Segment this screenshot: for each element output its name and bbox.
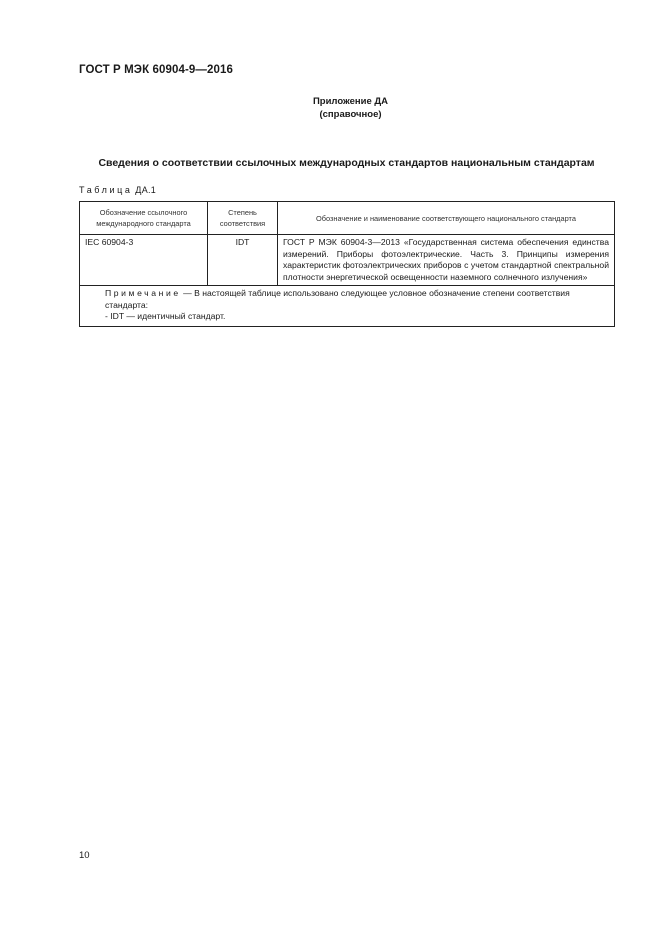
- appendix-heading: [0, 95, 661, 121]
- column-header-international: Обозначение ссылочного международного стандарта: [80, 202, 208, 235]
- note-text: — В настоящей таблице использовано следующее условное обозначение степени соответствия стандарта:: [105, 288, 570, 310]
- table-row: [80, 235, 615, 286]
- standards-table: [79, 201, 615, 327]
- cell-national-standard: ГОСТ Р МЭК 60904-3—2013 «Государственная система обеспечения единства измерений. Приборы фотоэлектрические. Часть 3. Принципы измерения характеристик фотоэлектрических приборов с учетом стандартной спектральной плотности энергетической освещенности наземного солнечного излучения»: [278, 235, 615, 286]
- column-header-national: Обозначение и наименование соответствующего национального стандарта: [278, 202, 615, 235]
- column-header-degree: Степень соответствия: [208, 202, 278, 235]
- note-item: - IDT — идентичный стандарт.: [105, 311, 226, 321]
- cell-degree: IDT: [208, 235, 278, 286]
- table-label-prefix: Таблица: [79, 185, 133, 195]
- table-label: [79, 185, 156, 195]
- note-label: Примечание: [105, 288, 181, 298]
- cell-international-standard: IEC 60904-3: [80, 235, 208, 286]
- page-number: 10: [79, 850, 90, 861]
- document-code: ГОСТ Р МЭК 60904-9—2016: [79, 64, 233, 76]
- table-note-row: [80, 286, 615, 327]
- section-title: Сведения о соответствии ссылочных международных стандартов национальным стандартам: [98, 157, 595, 169]
- appendix-title: Приложение ДА: [312, 96, 389, 107]
- appendix-subtitle: (справочное): [319, 109, 382, 120]
- note-main: [85, 288, 609, 311]
- table-label-number: ДА.1: [132, 185, 157, 195]
- table-header-row: [80, 202, 615, 235]
- table-note: [80, 286, 615, 327]
